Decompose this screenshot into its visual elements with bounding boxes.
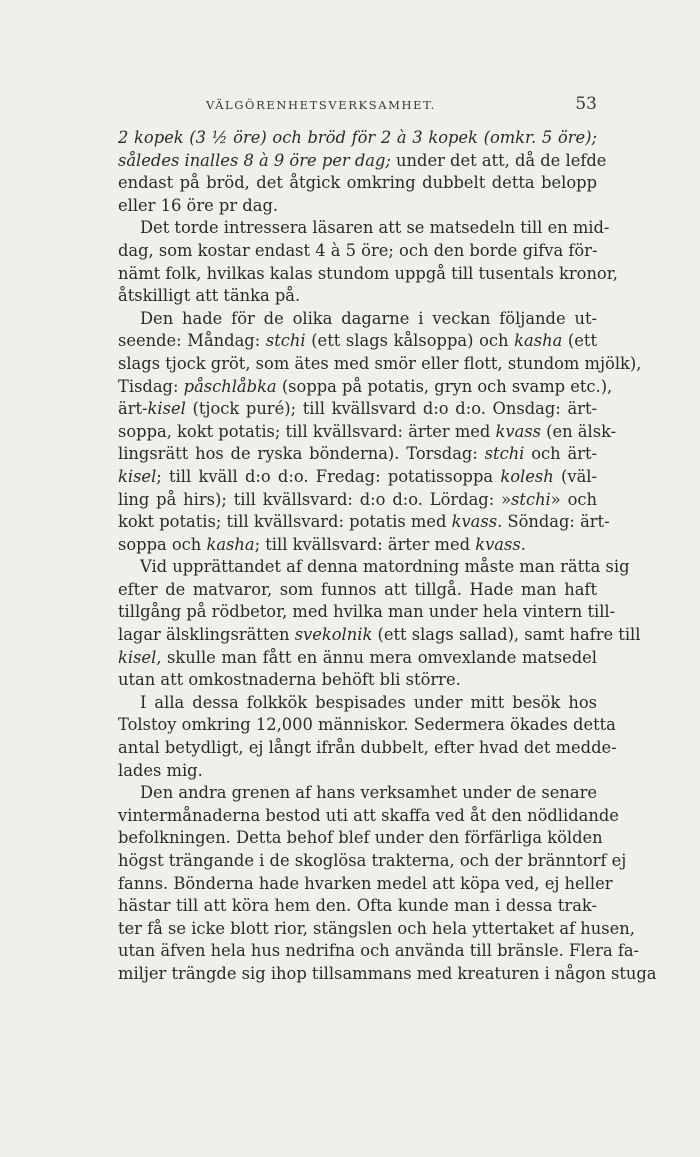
text-segment: Vid upprättandet af denna matordning måste man rätta sig: [140, 557, 630, 577]
text-segment: efter de matvaror, som funnos att tillgå. Hade man haft: [118, 579, 597, 599]
italic-term: kvass: [451, 512, 498, 532]
text-line: [118, 150, 607, 173]
text-segment: endast på bröd, det åtgick omkring dubbelt detta belopp: [118, 173, 597, 193]
text-segment: (ett: [562, 331, 597, 351]
text-line: [118, 895, 597, 918]
text-segment: (väl-: [553, 466, 597, 486]
text-line: [118, 330, 597, 353]
text-segment: (ett slags sallad), samt hafre till: [372, 625, 641, 645]
text-segment: (en älsk-: [540, 421, 617, 441]
text-line: [118, 601, 616, 624]
italic-term: således inalles 8 à 9 öre per dag;: [118, 150, 391, 170]
text-segment: .: [520, 534, 526, 554]
text-line: [118, 918, 635, 941]
page-number: 53: [575, 94, 597, 114]
text-line: [118, 850, 627, 873]
italic-term: kisel: [118, 466, 157, 486]
text-line: [118, 692, 597, 715]
text-segment: ; till kvällsvard: ärter med: [254, 534, 476, 554]
italic-term: kvass: [475, 534, 521, 554]
text-segment: Den hade för de olika dagarne i veckan följande ut-: [140, 308, 597, 328]
running-head: VÄLGÖRENHETSVERKSAMHET.: [206, 98, 436, 112]
text-segment: (soppa på potatis, gryn och svamp etc.),: [276, 376, 613, 396]
text-segment: och ärt-: [524, 444, 597, 464]
text-segment: åtskilligt att tänka på.: [118, 286, 301, 306]
text-segment: » och: [550, 489, 597, 509]
text-segment: miljer trängde sig ihop tillsammans med kreaturen i någon stuga: [118, 963, 657, 983]
text-line: [118, 647, 597, 670]
text-segment: hästar till att köra hem den. Ofta kunde man i dessa trak-: [118, 896, 597, 916]
text-segment: dag, som kostar endast 4 à 5 öre; och den borde gifva för-: [118, 240, 598, 260]
text-line: [118, 963, 657, 986]
text-line: [118, 782, 597, 805]
text-segment: befolkningen. Detta behof blef under den förfärliga kölden: [118, 828, 603, 848]
text-line: [118, 263, 618, 286]
italic-term: kasha: [514, 331, 563, 351]
text-segment: ling på hirs); till kvällsvard: d:o d:o. Lördag: »: [118, 489, 512, 509]
text-line: [118, 217, 610, 240]
body-text: [118, 127, 657, 986]
text-line: [118, 195, 597, 218]
text-segment: skulle man fått en ännu mera omvexlande matsedel: [161, 647, 597, 667]
italic-term: kolesh: [500, 466, 554, 486]
text-line: [118, 308, 597, 331]
text-line: [118, 240, 597, 263]
italic-term: svekolnik: [294, 625, 373, 645]
italic-term: stchi: [265, 331, 306, 351]
text-line: [118, 760, 597, 783]
text-segment: ter få se icke blott rior, stängslen och hela yttertaket af husen,: [118, 918, 635, 938]
italic-term: stchi: [484, 444, 525, 464]
italic-term: stchi: [511, 489, 551, 509]
text-segment: ; till kväll d:o d:o. Fredag: potatissoppa: [156, 466, 501, 486]
text-segment: utan att omkostnaderna behöft bli större.: [118, 670, 461, 690]
text-line: [118, 376, 613, 399]
italic-term: kasha: [206, 534, 255, 554]
text-segment: högst trängande i de skoglösa trakterna, och der bränntorf ej: [118, 851, 627, 870]
text-segment: Tisdag:: [118, 376, 184, 396]
italic-term: kisel: [147, 399, 186, 419]
text-line: [118, 398, 597, 421]
text-segment: . Söndag: ärt-: [497, 512, 610, 532]
text-segment: utan äfven hela hus nedrifna och använda till bränsle. Flera fa-: [118, 941, 640, 961]
text-segment: tillgång på rödbetor, med hvilka man under hela vintern till-: [118, 602, 616, 622]
text-segment: under det att, då de lefde: [390, 150, 607, 170]
italic-term: påschlåbka: [183, 376, 277, 396]
text-line: [118, 714, 616, 737]
text-segment: lades mig.: [118, 760, 203, 780]
text-line: [118, 172, 597, 195]
text-segment: soppa, kokt potatis; till kvällsvard: ärter med: [118, 421, 496, 441]
text-line: [118, 624, 641, 647]
text-segment: slags tjock gröt, som ätes med smör eller flott, stundom mjölk),: [118, 353, 642, 373]
text-segment: Det torde intressera läsaren att se matsedeln till en mid-: [140, 218, 610, 238]
text-segment: lingsrätt hos de ryska bönderna). Torsdag:: [118, 444, 485, 464]
text-segment: ärt-: [118, 399, 148, 419]
italic-term: 2 kopek (3 ½ öre) och bröd för 2 à 3 kopek (omkr. 5 öre);: [118, 128, 597, 147]
text-segment: antal betydligt, ej långt ifrån dubbelt, efter hvad det medde-: [118, 738, 617, 758]
text-line: [118, 827, 603, 850]
page-header: [118, 94, 597, 118]
text-line: [118, 127, 597, 150]
text-segment: I alla dessa folkkök bespisades under mitt besök hos: [140, 692, 597, 712]
text-line: [118, 421, 617, 444]
text-line: [118, 805, 619, 828]
text-segment: lagar älsklingsrätten: [118, 625, 295, 645]
text-line: [118, 579, 597, 602]
text-segment: seende: Måndag:: [118, 331, 266, 351]
text-line: [118, 940, 640, 963]
text-segment: fanns. Bönderna hade hvarken medel att köpa ved, ej heller: [118, 873, 613, 893]
italic-term: kisel,: [118, 647, 162, 667]
text-line: [118, 873, 613, 896]
text-line: [118, 669, 597, 692]
text-segment: Den andra grenen af hans verksamhet under de senare: [140, 783, 598, 803]
text-line: [118, 489, 597, 512]
text-segment: Tolstoy omkring 12,000 människor. Sedermera ökades detta: [118, 715, 616, 735]
text-segment: (tjock puré); till kvällsvard d:o d:o. Onsdag: ärt-: [185, 399, 597, 419]
text-segment: eller 16 öre pr dag.: [118, 195, 279, 215]
text-line: [118, 285, 597, 308]
text-segment: soppa och: [118, 534, 207, 554]
text-line: [118, 353, 642, 376]
text-segment: kokt potatis; till kvällsvard: potatis med: [118, 512, 452, 532]
italic-term: kvass: [495, 421, 541, 441]
text-segment: (ett slags kålsoppa) och: [305, 331, 515, 351]
text-line: [118, 466, 597, 489]
text-line: [118, 511, 610, 534]
text-segment: nämt folk, hvilkas kalas stundom uppgå till tusentals kronor,: [118, 263, 618, 283]
text-line: [118, 443, 597, 466]
text-line: [118, 534, 597, 557]
text-segment: vintermånaderna bestod uti att skaffa ved åt den nödlidande: [118, 805, 619, 825]
text-line: [118, 556, 630, 579]
text-line: [118, 737, 617, 760]
